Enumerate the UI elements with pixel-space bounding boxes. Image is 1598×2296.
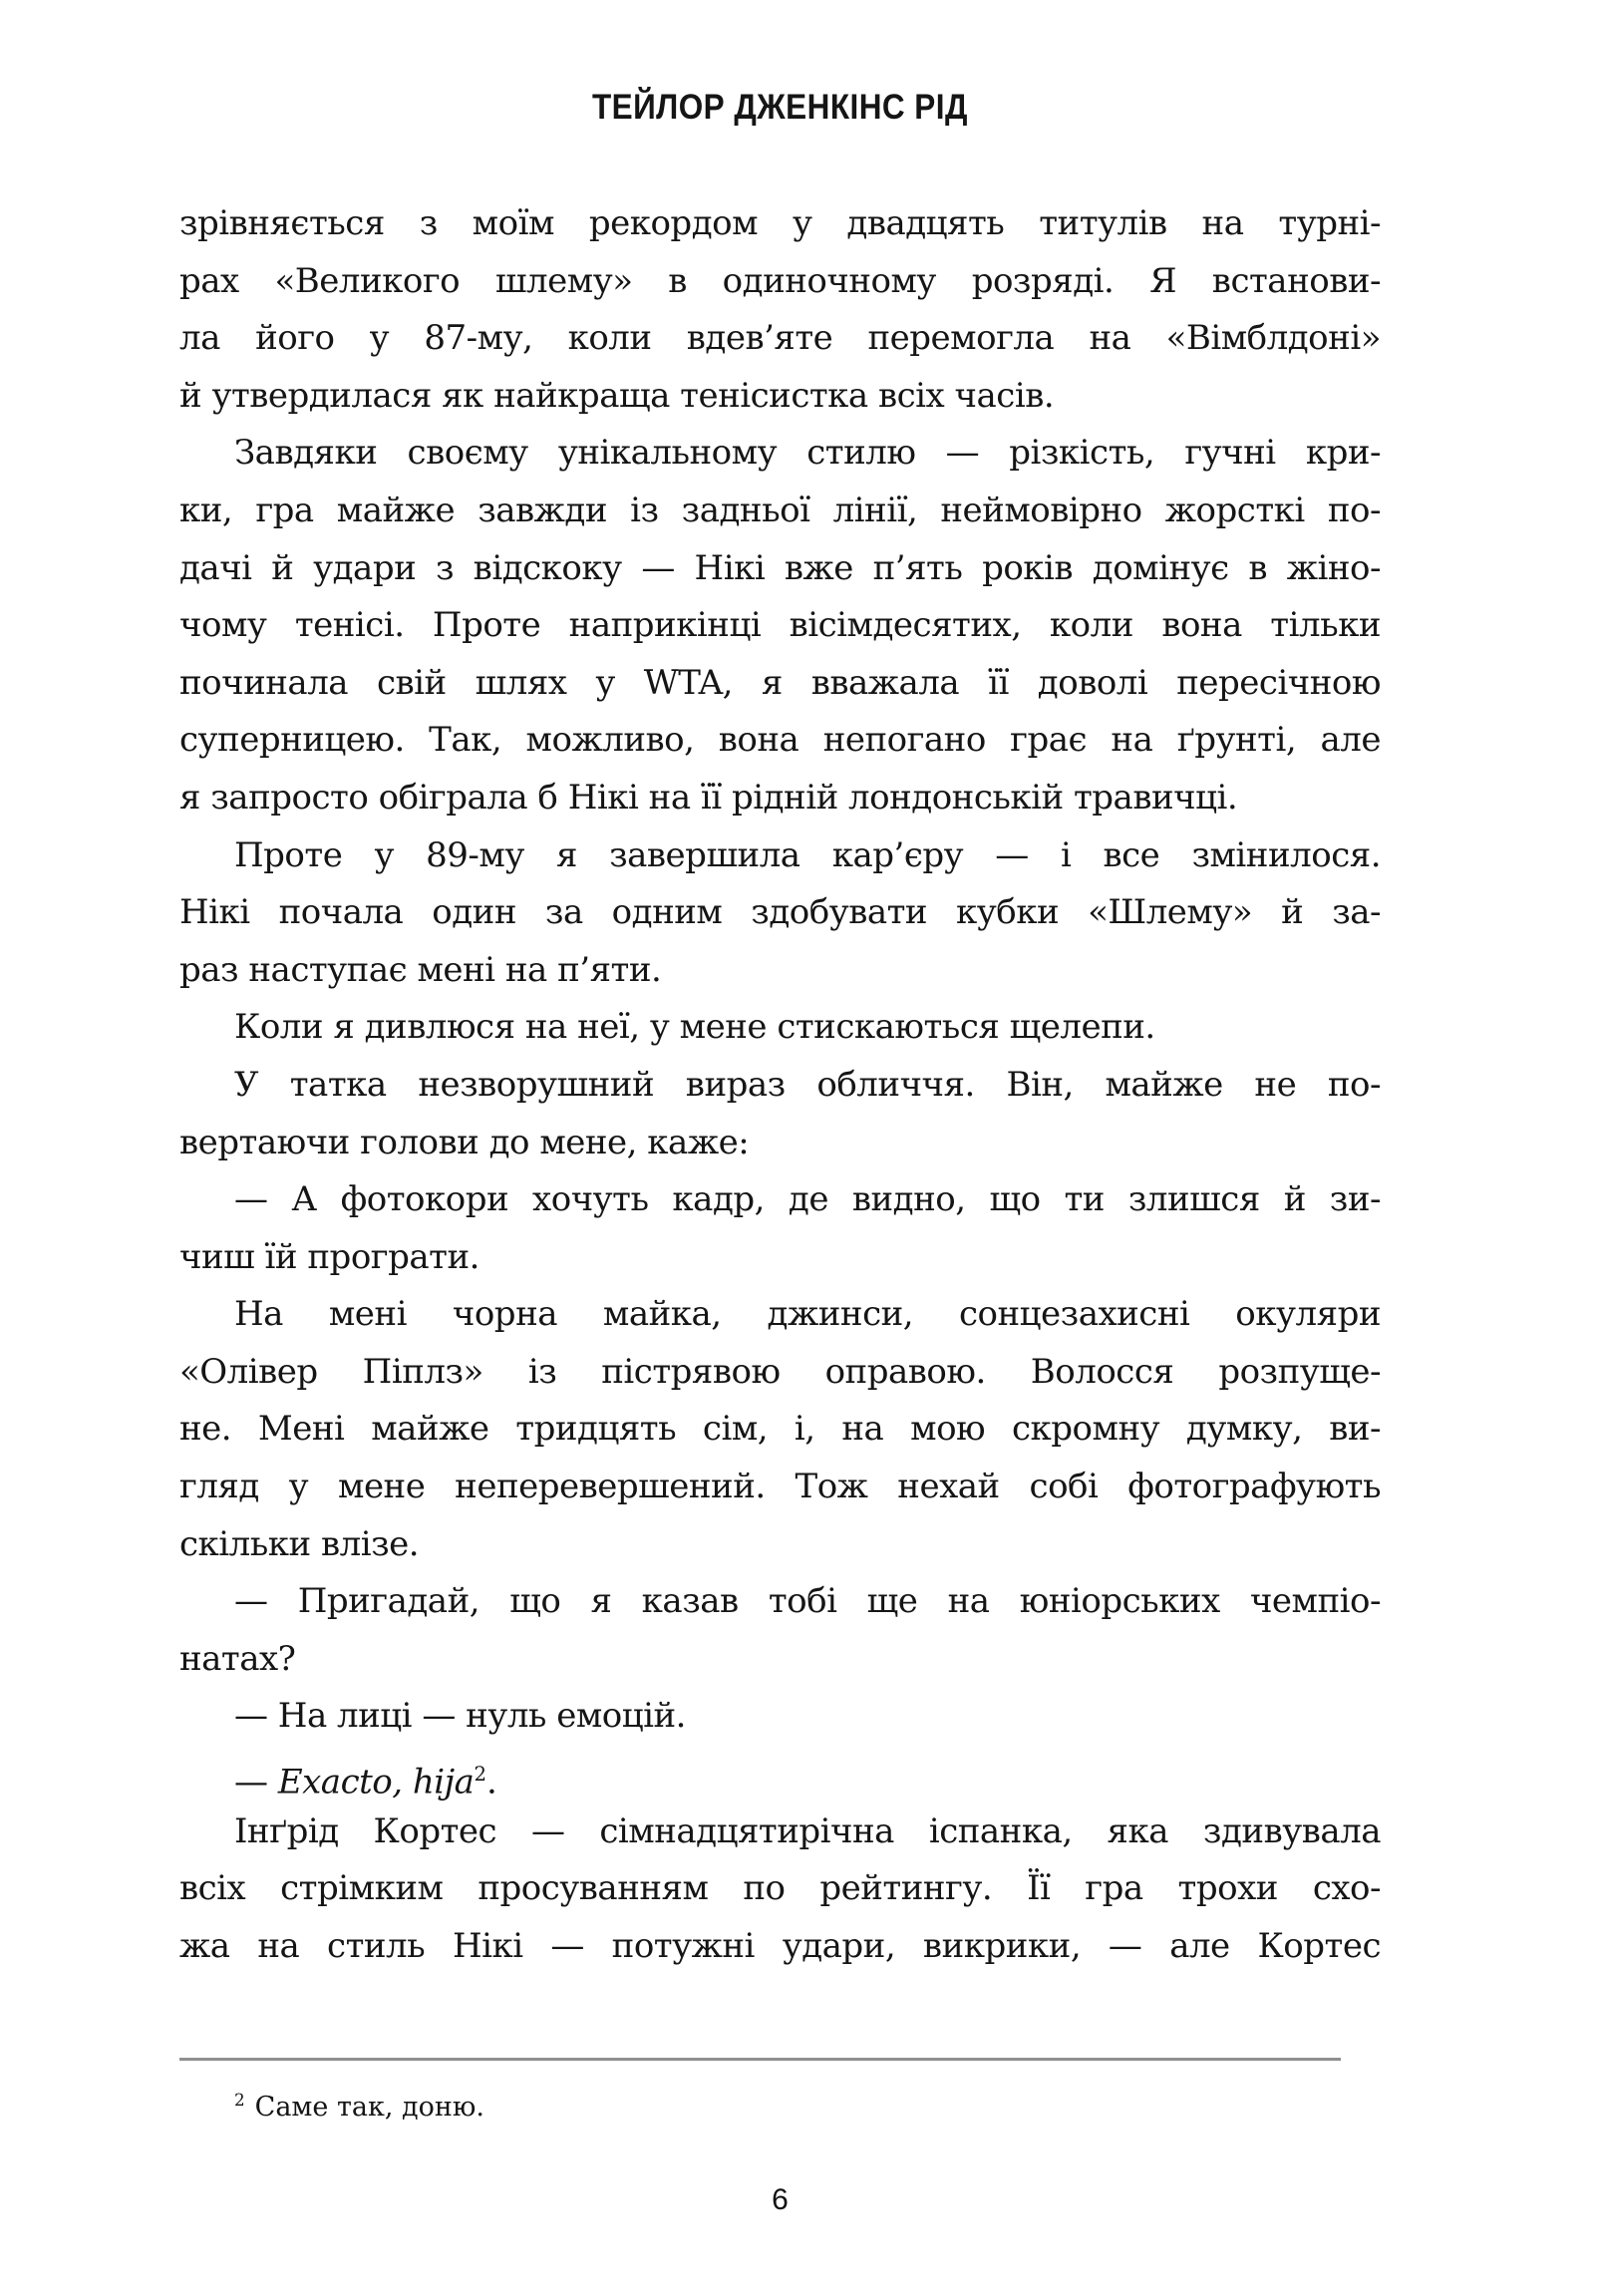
footnote-text: Саме так, доню.: [254, 2092, 485, 2123]
page-content: [179, 0, 1381, 2296]
text-line: я запросто обіграла б Нікі на її рідній лондонській травичці.: [179, 777, 1238, 818]
text-line: суперницею. Так, можливо, вона непогано грає на ґрунті, але: [179, 720, 1381, 761]
text-line: — А фотокори хочуть кадр, де видно, що ти злишся й зи-: [234, 1179, 1381, 1220]
text-line: На мені чорна майка, джинси, сонцезахисні окуляри: [234, 1294, 1381, 1335]
text-line: чому тенісі. Проте наприкінці вісімдесятих, коли вона тільки: [179, 605, 1381, 646]
text-line: починала свій шлях у WTA, я вважала її доволі пересічною: [179, 662, 1381, 703]
text-line: не. Мені майже тридцять сім, і, на мою скромну думку, ви-: [179, 1409, 1381, 1450]
text-line: натах?: [179, 1638, 296, 1679]
footnote-marker: 2: [234, 2090, 245, 2110]
text-line: гляд у мене неперевершений. Тож нехай собі фотографують: [179, 1467, 1381, 1507]
text-line: зрівняється з моїм рекордом у двадцять титулів на турні-: [179, 203, 1381, 243]
text-line: Проте у 89-му я завершила кар’єру — і все змінилося.: [234, 834, 1381, 875]
running-header-text: ТЕЙЛОР ДЖЕНКІНС РІД: [592, 88, 968, 127]
text-line: вертаючи голови до мене, каже:: [179, 1122, 750, 1162]
text-line: Завдяки своєму унікальному стилю — різкість, гучні кри-: [234, 433, 1381, 474]
text-line: Нікі почала один за одним здобувати кубки «Шлему» й за-: [179, 892, 1381, 933]
text-line: Коли я дивлюся на неї, у мене стискаються щелепи.: [234, 1007, 1155, 1048]
text-line: — На лиці — нуль емоцій.: [234, 1696, 686, 1737]
body-text: [179, 195, 1381, 1975]
text-line: У татка незворушний вираз обличчя. Він, майже не по-: [234, 1064, 1381, 1105]
text-line: «Олівер Піплз» із пістрявою оправою. Волосся розпуще-: [179, 1351, 1381, 1392]
text-line: ла його у 87-му, коли вдев’яте перемогла на «Вімблдоні»: [179, 318, 1381, 359]
footnote: [179, 2080, 1381, 2128]
text-line: — Пригадай, що я казав тобі ще на юніорських чемпіо-: [234, 1581, 1381, 1622]
text-line: раз наступає мені на п’яти.: [179, 949, 662, 990]
text-line: дачі й удари з відскоку — Нікі вже п’ять років домінує в жіно-: [179, 547, 1381, 588]
text-line: скільки влізе.: [179, 1523, 420, 1564]
page-number: 6: [772, 2183, 789, 2216]
running-header: [179, 88, 1381, 128]
text-line: всіх стрімким просуванням по рейтингу. Її гра трохи схо-: [179, 1868, 1381, 1909]
text-line: ки, гра майже завжди із задньої лінії, неймовірно жорсткі по-: [179, 490, 1381, 530]
text-line: Інґрід Кортес — сімнадцятирічна іспанка, яка здивувала: [234, 1810, 1381, 1851]
text-line: — Exacto, hija$^2$.: [234, 1762, 497, 1803]
footnote-divider: [179, 2058, 1341, 2061]
text-line: жа на стиль Нікі — потужні удари, викрики, — але Кортес: [179, 1925, 1381, 1966]
text-line: рах «Великого шлему» в одиночному розряді. Я встанови-: [179, 260, 1381, 301]
text-line: й утвердилася як найкраща тенісистка всіх часів.: [179, 375, 1055, 416]
text-line: чиш їй програти.: [179, 1236, 479, 1277]
